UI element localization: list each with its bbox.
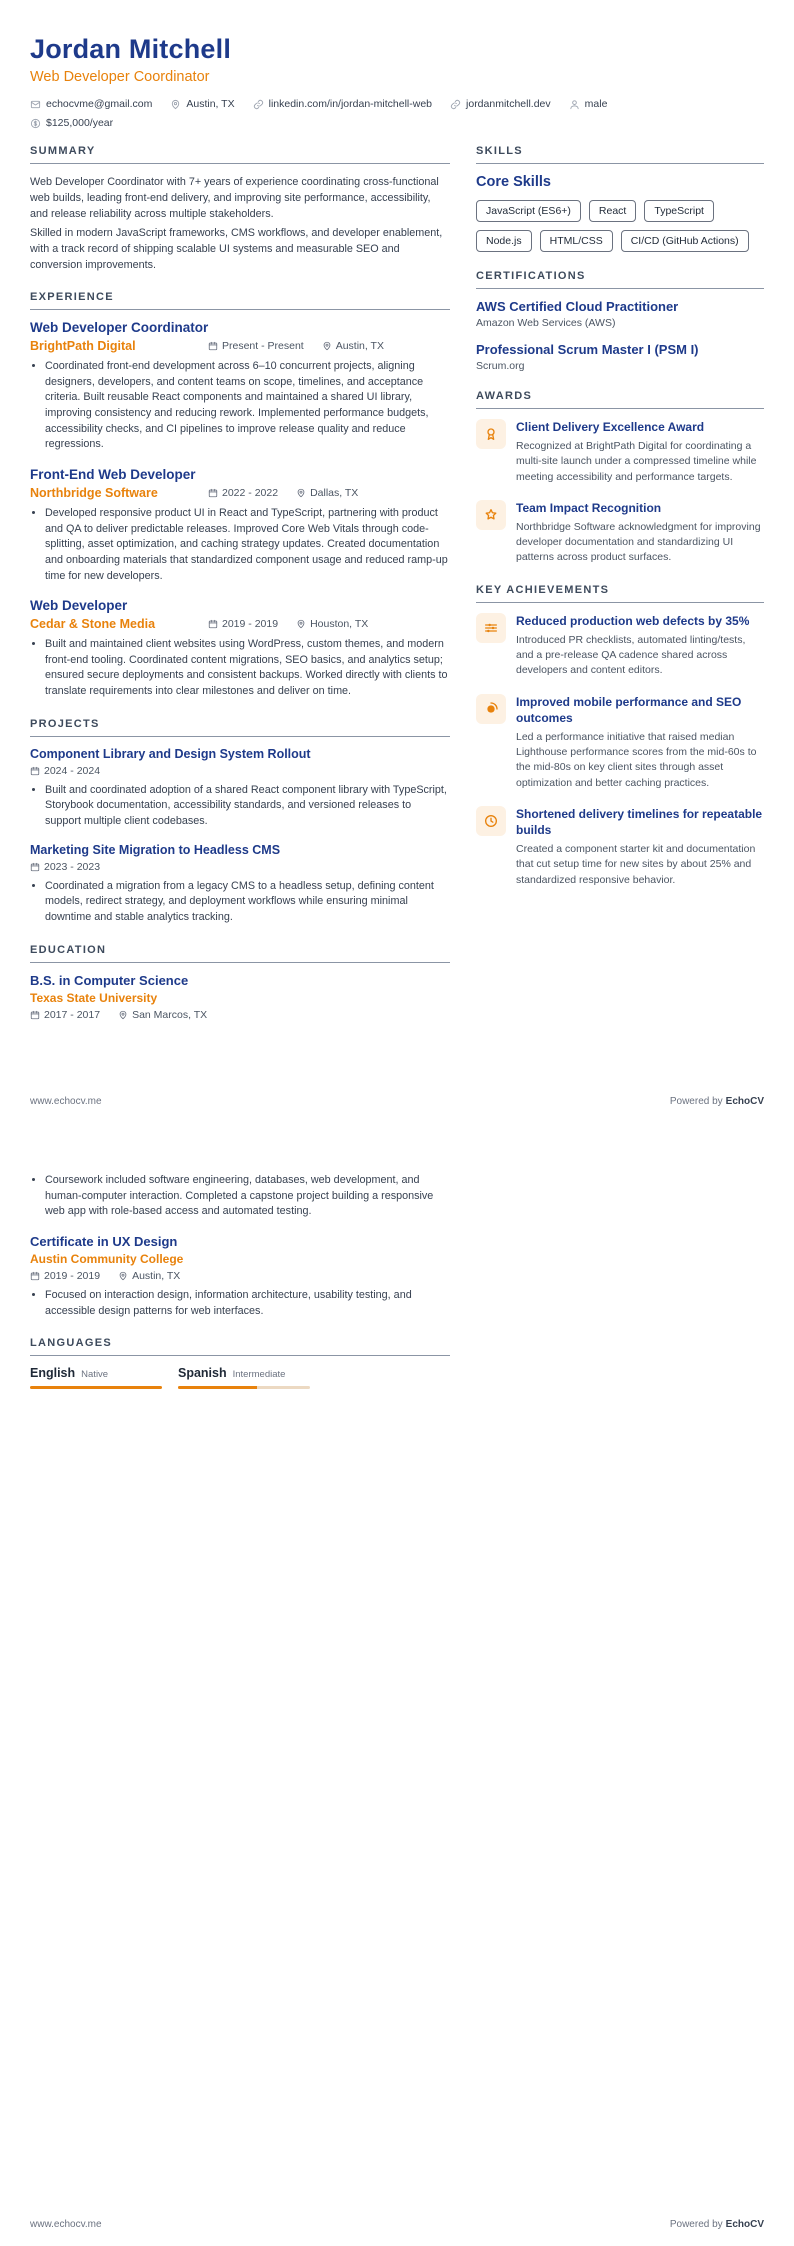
achievement-description: Led a performance initiative that raised median Lighthouse performance scores from the mid-60s to the mid-80s on key client sites through asset optimization and better caching practices. [516, 730, 757, 789]
job-dates: Present - Present [208, 340, 304, 352]
link-icon [253, 99, 264, 110]
company-name: BrightPath Digital [30, 339, 136, 354]
section-certifications [476, 270, 764, 372]
education-dates: 2019 - 2019 [30, 1270, 100, 1282]
job-location: Dallas, TX [296, 487, 358, 499]
project-meta-row [30, 861, 450, 873]
job-title: Front-End Web Developer [30, 466, 196, 482]
location-pin-icon [296, 619, 306, 629]
achievement-description: Introduced PR checklists, automated linting/tests, and a pre-release QA cadence shared across developers and content editors. [516, 633, 746, 677]
education-heading: EDUCATION [30, 944, 450, 963]
contact-row-1 [30, 98, 764, 110]
certification-item [476, 299, 764, 329]
education-item [30, 973, 450, 1021]
calendar-icon [30, 862, 40, 872]
location-pin-icon [296, 488, 306, 498]
job-location: Austin, TX [322, 340, 384, 352]
achievement-title: Reduced production web defects by 35% [516, 613, 750, 628]
section-experience [30, 291, 450, 700]
experience-item [30, 598, 450, 700]
project-bullets [45, 783, 450, 830]
project-item [30, 843, 450, 926]
language-item [30, 1366, 162, 1389]
job-location: Houston, TX [296, 618, 368, 630]
person-icon [569, 99, 580, 110]
target-dot-icon [476, 694, 506, 724]
awards-heading: AWARDS [476, 390, 764, 409]
skill-tag: Node.js [476, 230, 532, 252]
skills-heading: SKILLS [476, 145, 764, 164]
achievement-body [516, 806, 764, 888]
project-item [30, 747, 450, 830]
languages-heading: LANGUAGES [30, 1337, 450, 1356]
page-footer [30, 1096, 764, 1107]
contact-location-text: Austin, TX [186, 98, 235, 110]
calendar-icon [208, 488, 218, 498]
link-icon [450, 99, 461, 110]
achievement-body [516, 613, 764, 679]
resume-page-2 [0, 1123, 794, 2246]
medal-icon [476, 419, 506, 449]
contact-gender [569, 98, 608, 110]
contact-location [170, 98, 234, 110]
experience-item [30, 320, 450, 453]
language-proficiency-fill [178, 1386, 257, 1389]
calendar-icon [30, 1010, 40, 1020]
footer-powered: Powered by EchoCV [669, 1096, 764, 1107]
education-bullets [45, 1173, 450, 1220]
skill-tag: JavaScript (ES6+) [476, 200, 581, 222]
language-name: Spanish [178, 1366, 227, 1381]
achievement-description: Created a component starter kit and documentation that cut setup time for new sites by about 25% and standardized responsive behavior. [516, 843, 756, 886]
footer-brand: EchoCV [725, 1096, 764, 1107]
job-title: Web Developer [30, 598, 128, 614]
education-bullets [45, 1288, 450, 1319]
footer-powered: Powered by EchoCV [669, 2219, 764, 2230]
contact-email-text: echocvme@gmail.com [46, 98, 153, 110]
person-title: Web Developer Coordinator [30, 69, 210, 85]
job-title: Web Developer Coordinator [30, 320, 209, 336]
calendar-icon [208, 619, 218, 629]
language-level: Native [81, 1369, 109, 1381]
language-top [178, 1366, 310, 1380]
calendar-icon [30, 766, 40, 776]
right-column [476, 1173, 764, 1407]
skill-tags [476, 200, 764, 252]
company-name: Cedar & Stone Media [30, 617, 156, 632]
language-proficiency-bar [30, 1386, 162, 1389]
project-meta-row [30, 765, 450, 777]
job-meta-row [30, 617, 450, 631]
achievement-title: Shortened delivery timelines for repeatable builds [516, 806, 763, 837]
school-name: Austin Community College [30, 1251, 184, 1266]
left-column [30, 1173, 450, 1407]
language-item [178, 1366, 310, 1389]
contact-website-text: jordanmitchell.dev [466, 98, 551, 110]
summary-paragraph: Skilled in modern JavaScript frameworks, CMS workflows, and developer enablement, with a track record of shipping scalable UI systems and measurable SEO and conversion improvements. [30, 226, 443, 271]
project-bullet: • Coordinated a migration from a legacy CMS to a headless setup, defining content models, redirect strategy, and deployment workflows while ensuring minimal downtime and stable analytics tracking. [45, 879, 450, 926]
award-description: Recognized at BrightPath Digital for coordinating a multi-site launch under a compressed timeline while meeting accessibility and performance targets. [516, 440, 757, 483]
contact-row-2 [30, 117, 764, 129]
education-location: San Marcos, TX [118, 1009, 207, 1021]
project-dates: 2023 - 2023 [30, 861, 100, 873]
company-name: Northbridge Software [30, 485, 158, 500]
education-meta-row [30, 1270, 450, 1282]
summary-paragraph: Web Developer Coordinator with 7+ years of experience coordinating cross-functional web builds, leading front-end delivery, and improving site performance, accessibility, and release reliability across multiple stakeholders. [30, 176, 439, 221]
education-dates: 2017 - 2017 [30, 1009, 100, 1021]
project-dates: 2024 - 2024 [30, 765, 100, 777]
resume-columns [30, 1173, 764, 1407]
language-proficiency-bar [178, 1386, 310, 1389]
education-bullet: • Focused on interaction design, information architecture, usability testing, and accessible design patterns for web interfaces. [45, 1288, 450, 1319]
achievement-item [476, 694, 764, 791]
person-name: Jordan Mitchell [30, 34, 232, 64]
language-name: English [30, 1366, 76, 1381]
section-languages [30, 1337, 450, 1389]
location-pin-icon [170, 99, 181, 110]
project-bullet: • Built and coordinated adoption of a shared React component library with TypeScript, Storybook documentation, accessibility standards, and versioned releases to support multiple client codebases. [45, 783, 450, 830]
job-bullet: • Developed responsive product UI in React and TypeScript, partnering with product and QA to deliver predictable releases. Improved Core Web Vitals through code-splitting, asset optimization, and caching strategy updates. Created documentation and onboarding materials that standardized component usage and reduced ramp-up time for new developers. [45, 506, 450, 584]
award-item [476, 500, 764, 566]
section-education [30, 944, 450, 1021]
location-pin-icon [118, 1010, 128, 1020]
footer-site-link[interactable]: www.echocv.me [30, 1096, 102, 1107]
contact-linkedin-text: linkedin.com/in/jordan-mitchell-web [268, 98, 433, 110]
sliders-icon [476, 613, 506, 643]
resume-header [30, 34, 764, 129]
education-item [30, 1234, 450, 1319]
skill-tag: CI/CD (GitHub Actions) [621, 230, 749, 252]
achievement-item [476, 806, 764, 888]
section-summary [30, 145, 450, 273]
contact-salary-text: $125,000/year [46, 117, 114, 129]
section-education-continued [30, 1173, 450, 1319]
skill-group-title: Core Skills [476, 174, 551, 190]
experience-heading: EXPERIENCE [30, 291, 450, 310]
job-dates: 2022 - 2022 [208, 487, 278, 499]
dollar-icon [30, 118, 41, 129]
project-name: Component Library and Design System Rollout [30, 746, 311, 761]
job-meta-row [30, 486, 450, 500]
language-level: Intermediate [232, 1369, 286, 1381]
contact-website[interactable] [450, 98, 551, 110]
award-description: Northbridge Software acknowledgment for improving developer documentation and standardizing UI patterns across product surfaces. [516, 521, 761, 564]
calendar-icon [208, 341, 218, 351]
location-pin-icon [118, 1271, 128, 1281]
job-meta-row [30, 339, 450, 353]
award-body [516, 500, 764, 566]
skill-tag: HTML/CSS [540, 230, 613, 252]
award-item [476, 419, 764, 485]
skill-tag: TypeScript [644, 200, 714, 222]
certification-name: AWS Certified Cloud Practitioner [476, 299, 679, 314]
job-bullets [45, 637, 450, 700]
certification-issuer: Scrum.org [476, 360, 525, 372]
email-icon [30, 99, 41, 110]
achievement-body [516, 694, 764, 791]
section-awards [476, 390, 764, 566]
footer-site-link[interactable]: www.echocv.me [30, 2219, 102, 2230]
contact-linkedin[interactable] [253, 98, 432, 110]
location-pin-icon [322, 341, 332, 351]
certification-issuer: Amazon Web Services (AWS) [476, 317, 616, 329]
page-footer [30, 2219, 764, 2230]
contact-gender-text: male [584, 98, 608, 110]
key-achievements-heading: KEY ACHIEVEMENTS [476, 584, 764, 603]
project-name: Marketing Site Migration to Headless CMS [30, 842, 281, 857]
section-skills [476, 145, 764, 252]
job-dates: 2019 - 2019 [208, 618, 278, 630]
projects-heading: PROJECTS [30, 718, 450, 737]
project-bullets [45, 879, 450, 926]
job-bullet: • Coordinated front-end development across 6–10 concurrent projects, aligning designers, developers, and content teams on scope, timelines, and acceptance criteria. Built reusable React components and maintained a shared UI library, improving consistency and reducing rework. Implemented performance budgets, accessibility checks, and CI pipelines to improve release quality and reduce regressions. [45, 359, 450, 453]
certification-name: Professional Scrum Master I (PSM I) [476, 342, 699, 357]
star-icon [476, 500, 506, 530]
degree-name: B.S. in Computer Science [30, 972, 189, 988]
award-body [516, 419, 764, 485]
certification-item [476, 342, 764, 372]
education-bullet: • Coursework included software engineering, databases, web development, and human-computer interaction. Completed a capstone project building a responsive web app with role-based access and automated testing. [45, 1173, 450, 1220]
job-bullets [45, 359, 450, 453]
achievement-title: Improved mobile performance and SEO outcomes [516, 694, 742, 725]
calendar-icon [30, 1271, 40, 1281]
section-key-achievements [476, 584, 764, 888]
language-row [30, 1366, 450, 1389]
contact-salary [30, 117, 113, 129]
clock-icon [476, 806, 506, 836]
left-column [30, 145, 450, 1039]
footer-brand: EchoCV [725, 2219, 764, 2230]
degree-name: Certificate in UX Design [30, 1233, 178, 1249]
certifications-heading: CERTIFICATIONS [476, 270, 764, 289]
section-projects [30, 718, 450, 926]
right-column [476, 145, 764, 1039]
education-meta-row [30, 1009, 450, 1021]
achievement-item [476, 613, 764, 679]
resume-columns [30, 145, 764, 1039]
job-bullets [45, 506, 450, 584]
award-title: Client Delivery Excellence Award [516, 420, 705, 434]
contact-email[interactable] [30, 98, 152, 110]
school-name: Texas State University [30, 990, 158, 1005]
language-top [30, 1366, 162, 1380]
experience-item [30, 467, 450, 584]
language-proficiency-fill [30, 1386, 162, 1389]
summary-heading: SUMMARY [30, 145, 450, 164]
job-bullet: • Built and maintained client websites using WordPress, custom themes, and modern front-end tooling. Coordinated content migrations, SEO basics, and analytics setup; ensured secure deployments and consistent backups. Worked directly with clients to translate requirements into clear milestones and deliver on time. [45, 637, 450, 700]
education-location: Austin, TX [118, 1270, 180, 1282]
skill-tag: React [589, 200, 636, 222]
award-title: Team Impact Recognition [516, 500, 662, 515]
